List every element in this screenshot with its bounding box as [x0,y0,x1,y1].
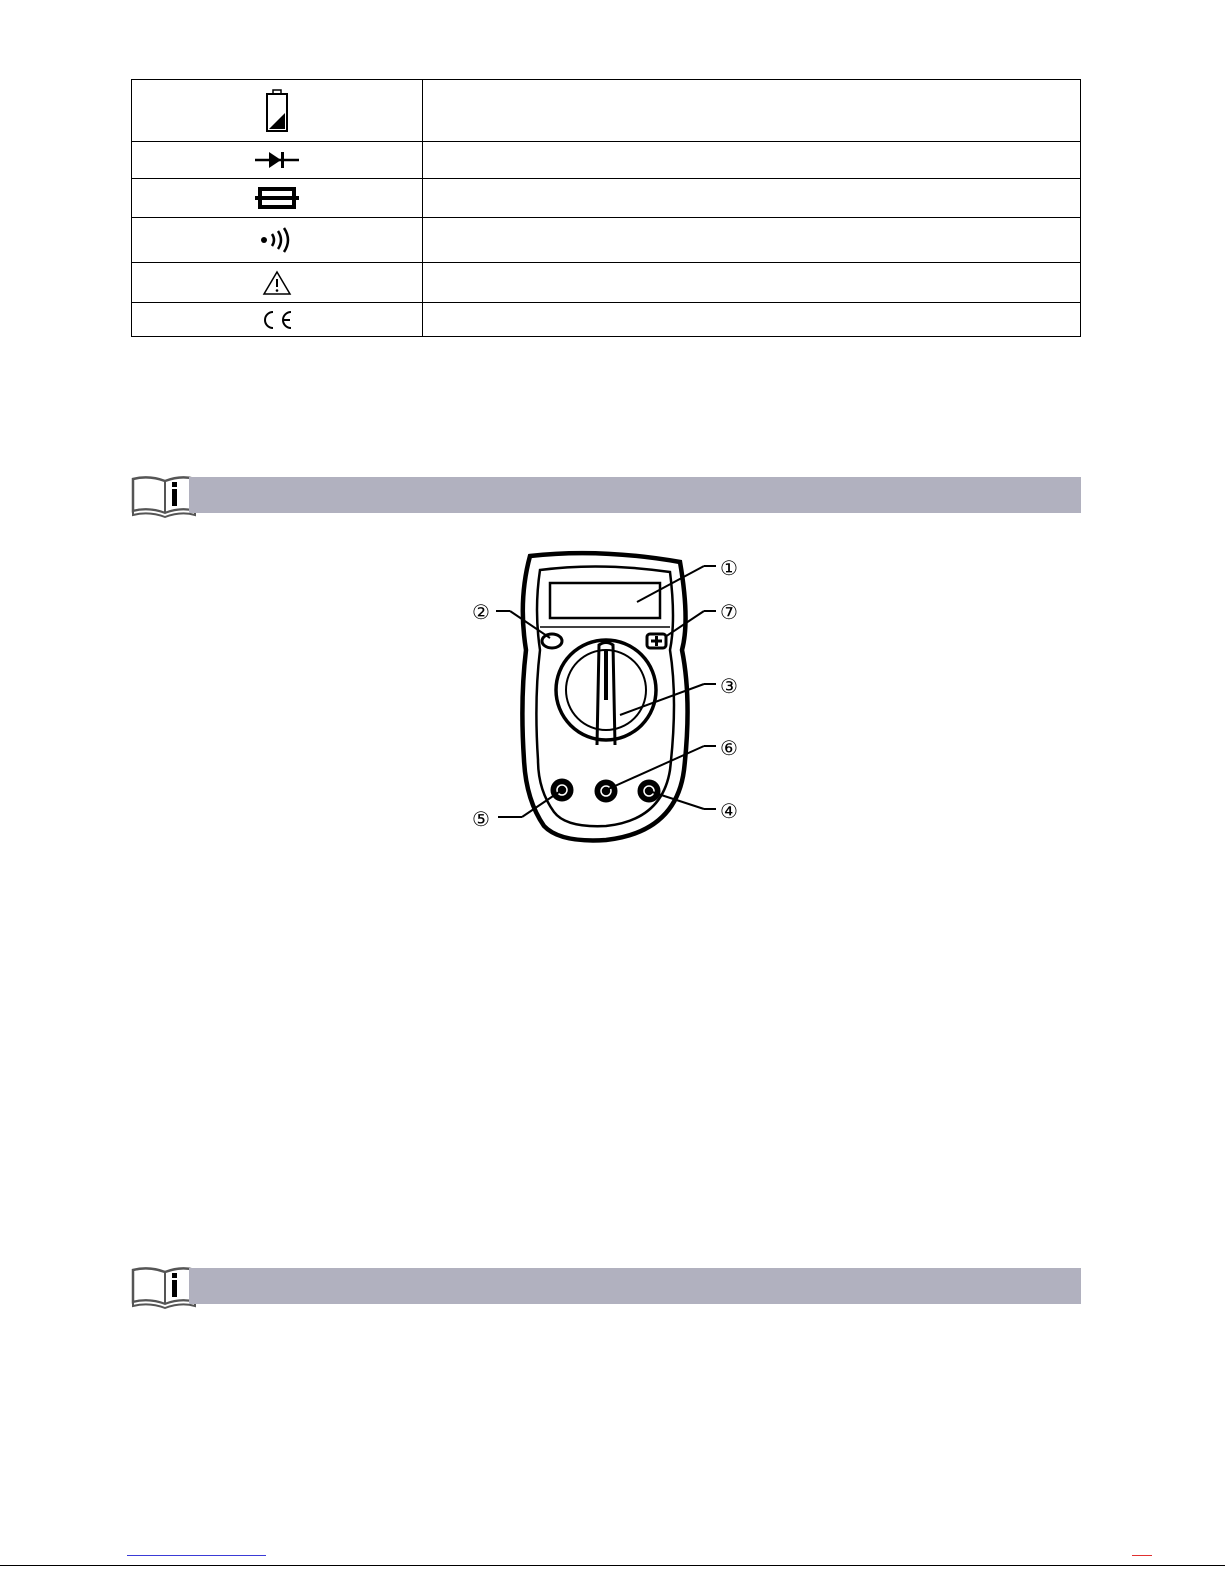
ma-jack [595,780,617,802]
continuity-buzzer-icon [259,227,295,253]
low-battery-icon [265,89,289,133]
symbol-row-battery [132,80,1081,142]
symbol-description [423,80,1081,142]
hold-button [542,634,562,648]
footer-page-mark [1132,1555,1152,1556]
symbol-description [423,263,1081,303]
footer-link-underline[interactable] [127,1555,266,1556]
ce-mark-icon [260,309,294,331]
callout-1: ① [720,556,738,580]
lcd-display [550,583,660,618]
symbol-description [423,179,1081,218]
symbol-row-ce [132,303,1081,337]
symbol-row-diode [132,142,1081,179]
symbols-table [131,79,1081,337]
symbol-description [423,303,1081,337]
multimeter-diagram [470,550,760,845]
section-band [189,1268,1081,1304]
info-book-icon [131,471,197,521]
symbol-row-warning [132,263,1081,303]
symbol-description [423,142,1081,179]
warning-triangle-icon [262,270,292,296]
symbol-description [423,218,1081,263]
info-book-icon [131,1262,197,1312]
footer-rule [0,1565,1225,1566]
section-band [189,477,1081,513]
section-header-description [131,477,1081,529]
callout-2: ② [472,600,490,624]
callout-4: ④ [720,799,738,823]
callout-6: ⑥ [720,736,738,760]
callout-5: ⑤ [472,807,490,831]
callout-3: ③ [720,674,738,698]
callout-7: ⑦ [720,600,738,624]
diode-icon [255,150,299,170]
section-header-specifications [131,1268,1081,1320]
fuse-icon [255,186,299,210]
symbol-row-continuity [132,218,1081,263]
symbol-row-fuse [132,179,1081,218]
